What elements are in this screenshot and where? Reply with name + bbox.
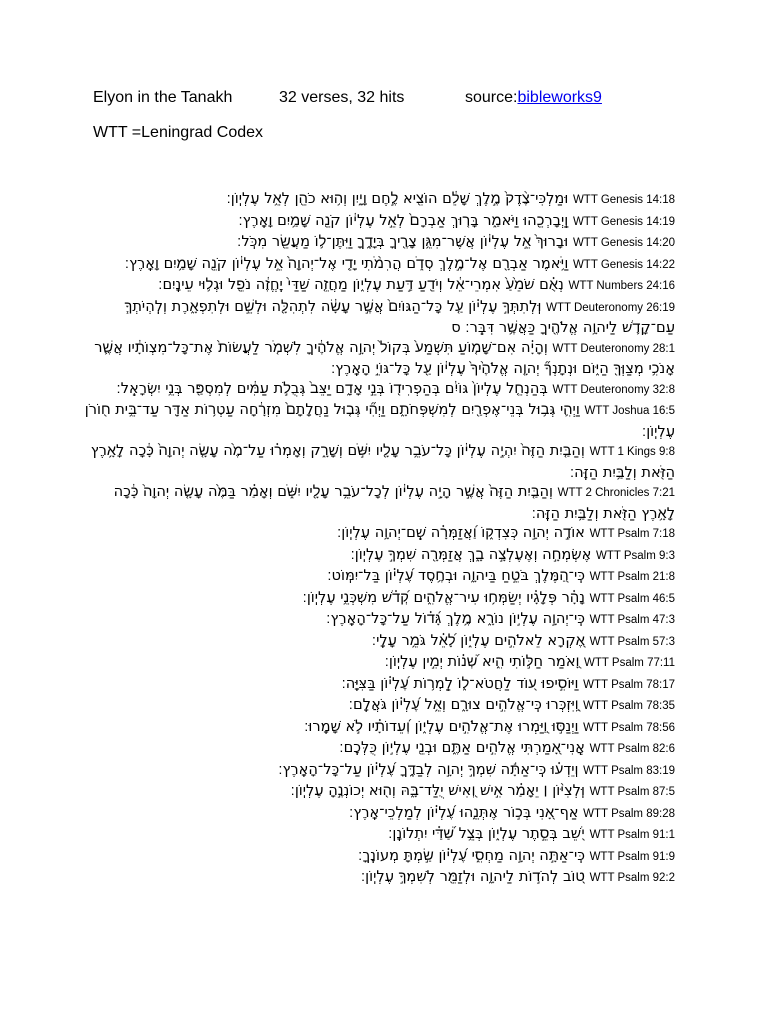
verse-hebrew-text: וָ֭אֹמַר חַלּ֣וֹתִי הִ֑יא שְׁ֝נ֗וֹת יְמִ֣ין עֶלְיֽוֹן׃ <box>384 653 580 670</box>
verse-entry <box>80 254 675 276</box>
verse-reference: WTT Genesis 14:20 <box>572 237 675 249</box>
verse-hebrew-text: וַֽיְבָרְכֵ֖הוּ וַיֹּאמַ֑ר בָּר֤וּךְ אַבְרָם֙ לְאֵ֣ל עֶלְי֔וֹן קֹנֵ֖ה שָׁמַ֥יִם וָאָֽרֶץ׃ <box>238 211 569 229</box>
verse-entry <box>80 545 675 567</box>
verse-hebrew-text: וְהַבַּ֤יִת הַזֶּה֙ אֲשֶׁ֣ר הָיָ֣ה עֶלְי֔וֹן לְכָל־עֹבֵ֥ר עָלָ֖יו יִשֹּׁ֑ם וְאָמַ֗ר בַּמֶּ֙ה עָשָׂ֤ה יְהוָה֙ כָּ֔כָה לָאָ֥רֶץ הַזֹּ֖את וְלַבַּ֥יִת הַזֶּֽה׃ <box>113 483 675 522</box>
verse-reference: WTT Psalm 21:8 <box>589 571 675 583</box>
verse-reference: WTT Psalm 7:18 <box>589 528 675 540</box>
verse-entry <box>80 523 675 545</box>
verse-hebrew-text: וַֽ֭יִּזְכְּרוּ כִּֽי־אֱלֹהִ֣ים צוּרָ֑ם וְאֵ֥ל עֶ֝לְי֗וֹן גֹּאֲלָֽם׃ <box>348 696 579 713</box>
verse-entry <box>80 338 675 379</box>
verse-entry <box>80 867 675 889</box>
verse-hebrew-text: אֶשְׂמְחָ֣ה וְאֶעֶלְצָ֣ה בָ֑ךְ אֲזַמְּרָ֖ה שִׁמְךָ֣ עֶלְיֽוֹן׃ <box>350 545 592 563</box>
verse-list <box>80 189 675 889</box>
verse-entry <box>80 211 675 233</box>
verse-entry <box>80 232 675 254</box>
verse-reference: WTT Genesis 14:18 <box>572 194 675 206</box>
verse-entry <box>80 400 675 441</box>
verse-entry <box>80 379 675 401</box>
verse-hebrew-text: כִּֽי־אַתָּ֣ה יְהוָ֣ה מַחְסִ֑י עֶ֝לְי֗וֹן שַׂ֣מְתָּ מְעוֹנֶֽךָ׃ <box>358 846 585 864</box>
verse-hebrew-text: אֶ֭קְרָא לֵאלֹהִ֣ים עֶלְי֑וֹן לָ֝אֵ֗ל גֹּמֵ֥ר עָלָֽי׃ <box>371 631 585 649</box>
verse-entry <box>80 609 675 631</box>
verse-reference: WTT Psalm 82:6 <box>589 743 675 755</box>
verse-hit-counts: 32 verses, 32 hits <box>279 89 405 106</box>
verse-entry <box>80 297 675 338</box>
verse-entry <box>80 631 675 653</box>
verse-reference: WTT Psalm 89:28 <box>583 807 675 820</box>
verse-hebrew-text: וְֽיֵדְע֗וּ כִּֽי־אַתָּ֬ה שִׁמְךָ֣ יְהוָ֣ה לְבַדֶּ֑ךָ עֶ֝לְי֗וֹן עַל־כָּל־הָאָֽרֶץ׃ <box>278 760 579 778</box>
verse-hebrew-text: ט֭וֹב לְהֹד֣וֹת לַיהוָ֑ה וּלְזַמֵּ֖ר לְשִׁמְךָ֣ עֶלְיֽוֹן׃ <box>360 868 585 885</box>
verse-entry <box>80 803 675 825</box>
verse-reference: WTT Genesis 14:19 <box>572 215 675 228</box>
verse-reference: WTT Joshua 16:5 <box>584 405 675 417</box>
verse-reference: WTT Psalm 87:5 <box>589 786 675 798</box>
verse-hebrew-text: וּֽלְצִיּ֨וֹן ׀ יֵאָמַ֗ר אִ֣ישׁ וְ֭אִישׁ יֻלַּד־בָּ֑הּ וְה֖וּא יְכוֹנְנֶ֣הָ עֶלְיֽוֹן׃ <box>290 782 585 799</box>
verse-hebrew-text: אֲֽנִי־אָ֭מַרְתִּי אֱלֹהִ֣ים אַתֶּ֑ם וּבְנֵ֖י עֶלְי֣וֹן כֻּלְּכֶֽם׃ <box>339 739 585 756</box>
document-title: Elyon in the Tanakh <box>93 89 233 106</box>
verse-hebrew-text: וַיֹּ֥אמֶר אַבְרָ֖ם אֶל־מֶ֣לֶךְ סְדֹ֑ם הֲרִמֹ֨תִי יָדִ֤י אֶל־יְהוָה֙ אֵ֣ל עֶלְי֔וֹן קֹנֵ֖ה שָׁמַ֥יִם וָאָֽרֶץ׃ <box>124 254 569 272</box>
verse-reference: WTT Psalm 83:19 <box>583 764 675 777</box>
verse-hebrew-text: נָהָ֗ר פְּלָגָ֗יו יְשַׂמְּח֥וּ עִיר־אֱלֹהִ֑ים קְ֝דֹ֗שׁ מִשְׁכְּנֵ֥י עֶלְיֽוֹן׃ <box>302 588 585 606</box>
verse-hebrew-text: וּבָרוּךְ֙ אֵ֣ל עֶלְי֔וֹן אֲשֶׁר־מִגֵּ֥ן צָרֶ֖יךָ בְּיָדֶ֑ךָ וַיִּתֶּן־ל֥וֹ מַעֲשֵׂ֖ר מִכֹּֽל׃ <box>237 233 569 250</box>
verse-hebrew-text: וְהָיָ֗ה אִם־שָׁמ֤וֹעַ תִּשְׁמַע֙ בְּקוֹל֙ יְהוָ֣ה אֱלֹהֶ֔יךָ לִשְׁמֹ֤ר לַעֲשׂוֹת֙ אֶת־כָּל־מִצְוֹתָ֔יו אֲשֶׁ֛ר אָנֹכִ֥י מְצַוְּךָ֖ הַיּ֑וֹם וּנְתָנְךָ֞ יְהוָ֤ה אֱלֹהֶ֙יךָ֙ עֶלְי֔וֹן עַ֖ל כָּל־גּוֹיֵ֥ הָאָֽרֶץ׃ <box>94 338 675 377</box>
source-link[interactable]: bibleworks9 <box>517 89 602 106</box>
verse-entry <box>80 482 675 523</box>
verse-reference: WTT Psalm 57:3 <box>589 635 675 648</box>
verse-entry <box>80 652 675 674</box>
verse-entry <box>80 760 675 782</box>
verse-reference: WTT Numbers 24:16 <box>568 280 675 292</box>
verse-hebrew-text: וַיְנַסּ֣וּ וַ֭יַּמְרוּ אֶת־אֱלֹהִ֣ים עֶלְי֑וֹן וְ֝עֵדוֹתָ֗יו לֹ֣א שָׁמָֽרוּ׃ <box>304 717 579 735</box>
verse-hebrew-text: וּֽלְתִתְּךָ֣ עֶלְי֗וֹן עַ֤ל כָּל־הַגּוֹיִם֙ אֲשֶׁ֣ר עָשָׂ֔ה לִתְהִלָּ֖ה וּלְשֵׁ֣ם וּלְתִפְאָ֑רֶת וְלִֽהְיֹתְךָ֧ עַם־קָדֹ֛שׁ לַיהוָ֥ה אֱלֹהֶ֖יךָ כַּאֲשֶׁ֥ר דִּבֵּֽר׃ ס <box>124 297 675 336</box>
verse-entry <box>80 824 675 846</box>
verse-hebrew-text: נְאֻ֗ם שֹׁמֵ֙עַ֙ אִמְרֵי־אֵ֔ל וְיֹדֵ֖עַ דַּ֣עַת עֶלְי֑וֹן מַחֲזֵ֤ה שַׁדַּי֙ יֶֽחֱזֶ֔ה נֹפֵ֖ל וּגְל֥וּי עֵינָֽיִם׃ <box>158 276 564 293</box>
verse-entry <box>80 738 675 760</box>
verse-reference: WTT Psalm 9:3 <box>595 549 675 562</box>
verse-hebrew-text: וְהַבַּ֤יִת הַזֶּה֙ יִהְיֶ֣ה עֶלְי֔וֹן כָּל־עֹבֵ֥ר עָלָ֖יו יִשֹּׁ֣ם וְשָׁרָ֑ק וְאָמְר֗וּ עַל־מֶ֙ה עָשָׂ֤ה יְהוָה֙ כָּ֔כָה לָאָ֥רֶץ הַזֹּ֖את וְלַבַּ֥יִת הַזֶּֽה׃ <box>90 442 675 481</box>
verse-reference: WTT Deuteronomy 26:19 <box>546 301 675 314</box>
verse-reference: WTT Psalm 78:56 <box>583 721 675 734</box>
verse-reference: WTT Psalm 78:35 <box>583 700 675 712</box>
document-header <box>93 89 602 107</box>
verse-hebrew-text: בְּהַנְחֵ֤ל עֶלְיוֹן֙ גּוֹיִ֔ם בְּהַפְרִיד֖וֹ בְּנֵ֣י אָדָ֑ם יַצֵּב֙ גְּבֻלֹ֣ת עַמִּ֔ים לְמִסְפַּ֖ר בְּנֵ֥י יִשְׂרָאֵֽל׃ <box>116 379 548 397</box>
source-attribution <box>465 89 602 107</box>
verse-hebrew-text: וַיְהִ֛י גְּב֥וּל בְּנֵי־אֶפְרַ֖יִם לְמִשְׁפְּחֹתָ֑ם וַיְהִ֞י גְּב֤וּל נַחֲלָתָם֙ מִזְרָ֔חָה עַטְר֥וֹת אַדָּ֖ר עַד־בֵּ֥ית ח֖וֹרֹן עֶלְיֽוֹן׃ <box>84 401 675 440</box>
verse-reference: WTT Psalm 91:1 <box>589 829 675 841</box>
verse-reference: WTT Psalm 91:9 <box>589 850 675 863</box>
verse-hebrew-text: אַף־אָ֭נִי בְּכ֣וֹר אֶתְּנֵ֑הוּ עֶ֝לְי֗וֹן לְמַלְכֵי־אָֽרֶץ׃ <box>349 803 579 821</box>
source-label: source: <box>465 89 518 106</box>
verse-reference: WTT 2 Chronicles 7:21 <box>557 487 675 499</box>
verse-reference: WTT 1 Kings 9:8 <box>589 446 675 458</box>
verse-reference: WTT Psalm 92:2 <box>589 872 675 884</box>
verse-reference: WTT Deuteronomy 32:8 <box>552 383 675 396</box>
verse-reference: WTT Deuteronomy 28:1 <box>552 342 675 355</box>
verse-hebrew-text: יֹ֭שֵׁב בְּסֵ֣תֶר עֶלְי֑וֹן בְּצֵ֥ל שַׁ֝דַּ֗י יִתְלוֹנָֽן׃ <box>388 825 585 842</box>
verse-reference: WTT Psalm 46:5 <box>589 592 675 605</box>
verse-entry <box>80 674 675 696</box>
verse-reference: WTT Psalm 47:3 <box>589 614 675 626</box>
verse-hebrew-text: וּמַלְכִּי־צֶ֨דֶק֙ מֶ֣לֶךְ שָׁלֵ֔ם הוֹצִ֖יא לֶ֣חֶם וָיָ֑יִן וְה֥וּא כֹהֵ֖ן לְאֵ֥ל עֶלְיֽוֹן׃ <box>226 190 569 207</box>
verse-reference: WTT Psalm 78:17 <box>583 678 675 691</box>
verse-reference: WTT Psalm 77:11 <box>584 657 675 669</box>
verse-hebrew-text: כִּֽי־יְהוָ֣ה עֶלְי֣וֹן נוֹרָ֑א מֶ֥לֶךְ גָּ֝ד֗וֹל עַל־כָּל־הָאָֽרֶץ׃ <box>326 610 585 627</box>
verse-entry <box>80 588 675 610</box>
codex-note: WTT =Leningrad Codex <box>93 124 264 141</box>
verse-entry <box>80 695 675 717</box>
verse-entry <box>80 441 675 482</box>
verse-entry <box>80 846 675 868</box>
verse-hebrew-text: אוֹדֶ֣ה יְהוָ֣ה כְּצִדְק֑וֹ וַ֝אֲזַמְּרָ֗ה שֵֽׁם־יְהוָ֥ה עֶלְיֽוֹן׃ <box>336 524 585 541</box>
verse-entry <box>80 781 675 803</box>
verse-entry <box>80 189 675 211</box>
verse-entry <box>80 566 675 588</box>
verse-reference: WTT Genesis 14:22 <box>572 258 675 271</box>
verse-entry <box>80 275 675 297</box>
verse-entry <box>80 717 675 739</box>
verse-hebrew-text: כִּֽי־הַ֭מֶּלֶךְ בֹּטֵ֣חַ בַּיהוָ֑ה וּבְחֶ֥סֶד עֶ֝לְי֗וֹן בַּל־יִמּֽוֹט׃ <box>327 567 585 584</box>
verse-hebrew-text: וַיּוֹסִ֣יפוּ ע֭וֹד לַחֲטֹא־ל֑וֹ לַֽמְר֥וֹת עֶ֝לְי֗וֹן בַּצִּיָּֽה׃ <box>341 674 579 692</box>
